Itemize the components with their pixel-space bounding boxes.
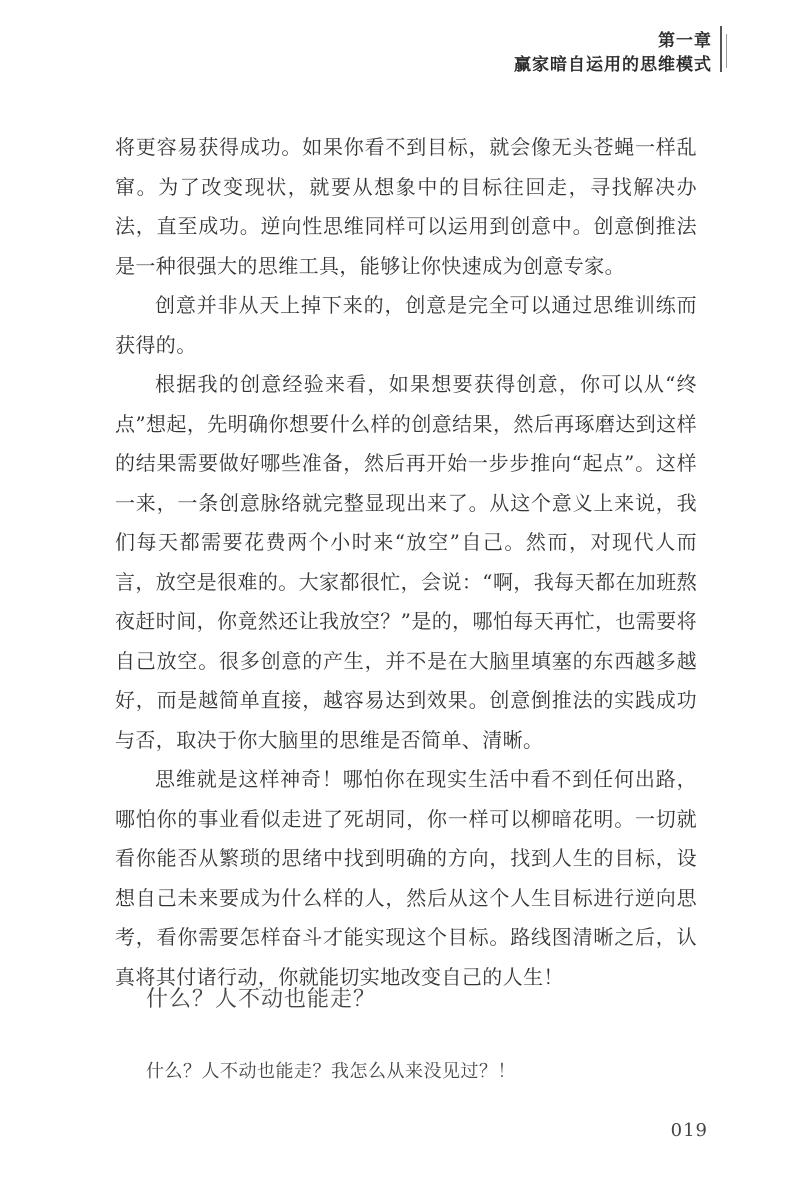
running-header (514, 30, 712, 76)
section-heading: 什么？人不动也能走？ (146, 987, 377, 1012)
section-intro-text: 什么？人不动也能走？我怎么从来没见过？！ (146, 1061, 516, 1082)
header-rule (720, 26, 722, 72)
paragraph-2: 创意并非从天上掉下来的，创意是完全可以通过思维训练而获得的。 (115, 293, 697, 357)
chapter-subtitle: 赢家暗自运用的思维模式 (514, 55, 712, 75)
paragraph-3: 根据我的创意经验来看，如果想要获得创意，你可以从“终点”想起，先明确你想要什么样的创意结果，然后再琢磨达到这样的结果需要做好哪些准备，然后再开始一步步推向“起点”。这样一来，一条创意脉络就完整显现出来了。从这个意义上来说，我们每天都需要花费两个小时来“放空”自己。然而，对现代人而言，放空是很难的。大家都很忙，会说：“啊，我每天都在加班熬夜赶时间，你竟然还让我放空？”是的，哪怕每天再忙，也需要将自己放空。很多创意的产生，并不是在大脑里填塞的东西越多越好，而是越简单直接，越容易达到效果。创意倒推法的实践成功与否，取决于你大脑里的思维是否简单、清晰。 (115, 372, 697, 752)
page-number: 019 (670, 1120, 708, 1141)
chapter-label: 第一章 (658, 31, 712, 51)
main-body-text (115, 128, 697, 997)
header-rule-thin (726, 34, 727, 68)
paragraph-4: 思维就是这样神奇！哪怕你在现实生活中看不到任何出路，哪怕你的事业看似走进了死胡同，你一样可以柳暗花明。一切就看你能否从繁琐的思绪中找到明确的方向，找到人生的目标，设想自己未来要成为什么样的人，然后从这个人生目标进行逆向思考，看你需要怎样奋斗才能实现这个目标。路线图清晰之后，认真将其付诸行动，你就能切实地改变自己的人生！ (115, 767, 697, 989)
paragraph-1: 将更容易获得成功。如果你看不到目标，就会像无头苍蝇一样乱窜。为了改变现状，就要从想象中的目标往回走，寻找解决办法，直至成功。逆向性思维同样可以运用到创意中。创意倒推法是一种很强大的思维工具，能够让你快速成为创意专家。 (115, 135, 697, 278)
